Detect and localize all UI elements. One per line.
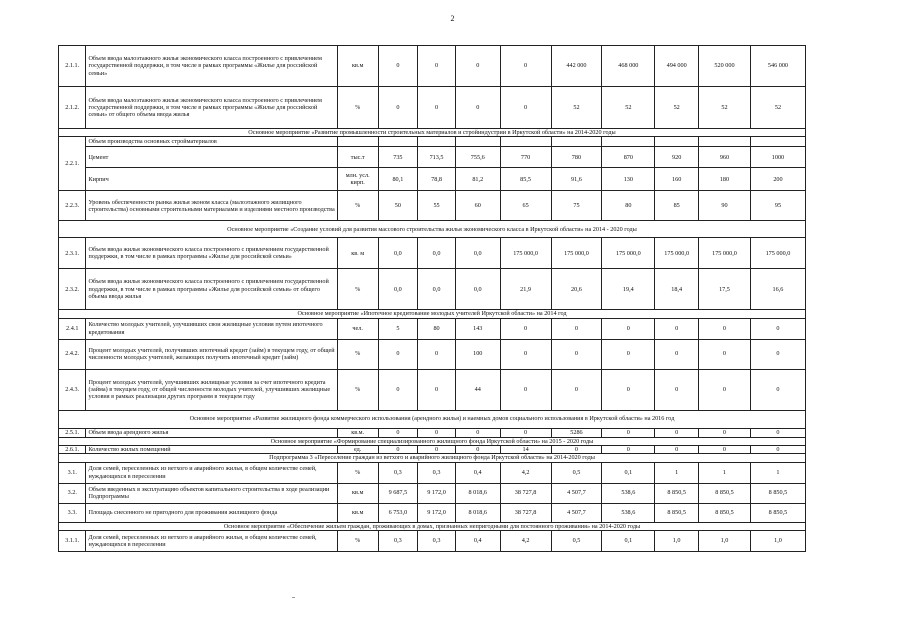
value-cell: 85,5 bbox=[500, 168, 551, 191]
value-cell: 0 bbox=[378, 339, 418, 369]
value-cell: 80,1 bbox=[378, 168, 418, 191]
value-cell: 91,6 bbox=[551, 168, 602, 191]
unit-cell: тыс.т bbox=[337, 147, 378, 168]
unit-cell: чел. bbox=[337, 318, 378, 339]
value-cell: 9 172,0 bbox=[418, 483, 456, 503]
indicator-description: Доля семей, переселенных из ветхого и аварийного жилья, в общем количестве семей, нуждающихся в переселении bbox=[86, 530, 337, 551]
value-cell bbox=[655, 137, 699, 147]
value-cell: 0 bbox=[500, 428, 551, 437]
unit-cell: млн. усл. кирп. bbox=[337, 168, 378, 191]
value-cell: 1,0 bbox=[750, 530, 805, 551]
value-cell: 0 bbox=[378, 445, 418, 453]
value-cell: 0 bbox=[699, 339, 751, 369]
row-code: 2.2.3. bbox=[59, 191, 86, 221]
value-cell bbox=[551, 137, 602, 147]
value-cell: 0 bbox=[378, 428, 418, 437]
indicator-description: Процент молодых учителей, получивших ипотечный кредит (займ) в текущем году, от общей численности молодых учителей, желающих получить ипотечный кредит (займ) bbox=[86, 339, 337, 369]
table-row bbox=[59, 503, 806, 522]
table-row bbox=[59, 462, 806, 483]
value-cell: 180 bbox=[699, 168, 751, 191]
indicator-description: Объем введенных в эксплуатацию объектов капитального строительства в ходе реализации Подпрограммы bbox=[86, 483, 337, 503]
row-code: 2.4.1 bbox=[59, 318, 86, 339]
value-cell: 0 bbox=[655, 369, 699, 410]
indicator-description: Объем ввода жилья экономического класса построенного с привлечением государственной поддержки, в том числе в рамках программы «Жилье для российской семьи» bbox=[86, 238, 337, 269]
value-cell: 52 bbox=[699, 87, 751, 129]
value-cell: 0 bbox=[750, 339, 805, 369]
value-cell: 0,1 bbox=[602, 530, 655, 551]
value-cell: 770 bbox=[500, 147, 551, 168]
unit-cell: кв. м bbox=[337, 238, 378, 269]
unit-cell: кв.м. bbox=[337, 428, 378, 437]
value-cell: 755,6 bbox=[455, 147, 500, 168]
section-title: Основное мероприятие «Создание условий для развития массового строительства жилья экономического класса в Иркутской области» на 2014 - 2020 годы bbox=[59, 221, 806, 238]
value-cell: 81,2 bbox=[455, 168, 500, 191]
section-header-row bbox=[59, 437, 806, 445]
value-cell: 200 bbox=[750, 168, 805, 191]
value-cell: 546 000 bbox=[750, 46, 805, 87]
value-cell: 1 bbox=[655, 462, 699, 483]
value-cell: 175 000,0 bbox=[655, 238, 699, 269]
value-cell: 0 bbox=[699, 369, 751, 410]
value-cell: 143 bbox=[455, 318, 500, 339]
section-title: Основное мероприятие «Формирование специализированного жилищного фонда Иркутской области» на 2015 - 2020 годы bbox=[59, 437, 806, 445]
value-cell: 4,2 bbox=[500, 530, 551, 551]
value-cell: 0 bbox=[455, 428, 500, 437]
value-cell: 520 000 bbox=[699, 46, 751, 87]
value-cell: 0 bbox=[418, 339, 456, 369]
value-cell: 4,2 bbox=[500, 462, 551, 483]
value-cell: 0 bbox=[551, 339, 602, 369]
value-cell: 1 bbox=[699, 462, 751, 483]
row-code: 2.4.2. bbox=[59, 339, 86, 369]
table-row bbox=[59, 428, 806, 437]
value-cell: 20,6 bbox=[551, 269, 602, 310]
value-cell: 713,5 bbox=[418, 147, 456, 168]
unit-cell: % bbox=[337, 191, 378, 221]
value-cell: 0 bbox=[378, 369, 418, 410]
unit-cell: % bbox=[337, 462, 378, 483]
value-cell: 80 bbox=[602, 191, 655, 221]
table-row bbox=[59, 191, 806, 221]
value-cell: 175 000,0 bbox=[699, 238, 751, 269]
value-cell: 18,4 bbox=[655, 269, 699, 310]
value-cell: 0,0 bbox=[378, 238, 418, 269]
value-cell: 0 bbox=[655, 445, 699, 453]
value-cell: 0 bbox=[750, 369, 805, 410]
value-cell: 735 bbox=[378, 147, 418, 168]
value-cell: 8 850,5 bbox=[699, 483, 751, 503]
value-cell: 100 bbox=[455, 339, 500, 369]
unit-cell: % bbox=[337, 369, 378, 410]
value-cell bbox=[602, 137, 655, 147]
value-cell: 0 bbox=[500, 87, 551, 129]
value-cell: 0,5 bbox=[551, 530, 602, 551]
table-row bbox=[59, 530, 806, 551]
value-cell: 14 bbox=[500, 445, 551, 453]
value-cell: 85 bbox=[655, 191, 699, 221]
value-cell: 0,0 bbox=[378, 269, 418, 310]
section-title: Основное мероприятие «Обеспечение жильем граждан, проживающих в домах, признанных непригодными для постоянного проживания» на 2014-2020 годы bbox=[59, 522, 806, 530]
value-cell: 80 bbox=[418, 318, 456, 339]
unit-cell bbox=[337, 137, 378, 147]
table-row bbox=[59, 339, 806, 369]
value-cell: 8 850,5 bbox=[699, 503, 751, 522]
value-cell: 870 bbox=[602, 147, 655, 168]
value-cell bbox=[378, 137, 418, 147]
value-cell: 8 850,5 bbox=[750, 503, 805, 522]
indicator-description: Объем ввода арендного жилья bbox=[86, 428, 337, 437]
value-cell: 0 bbox=[551, 318, 602, 339]
section-header-row bbox=[59, 221, 806, 238]
value-cell: 0 bbox=[551, 445, 602, 453]
table-row bbox=[59, 483, 806, 503]
section-title: Основное мероприятие «Развитие промышленности строительных материалов и стройиндустрии в Иркутской области» на 2014-2020 годы bbox=[59, 129, 806, 137]
value-cell: 9 687,5 bbox=[378, 483, 418, 503]
table-row bbox=[59, 238, 806, 269]
row-code: 3.2. bbox=[59, 483, 86, 503]
value-cell: 50 bbox=[378, 191, 418, 221]
value-cell: 0 bbox=[602, 369, 655, 410]
value-cell: 0,4 bbox=[455, 530, 500, 551]
value-cell: 4 507,7 bbox=[551, 483, 602, 503]
value-cell: 0 bbox=[750, 445, 805, 453]
value-cell: 175 000,0 bbox=[551, 238, 602, 269]
value-cell: 0 bbox=[699, 318, 751, 339]
value-cell: 90 bbox=[699, 191, 751, 221]
value-cell: 0 bbox=[418, 369, 456, 410]
value-cell bbox=[750, 137, 805, 147]
row-code: 3.3. bbox=[59, 503, 86, 522]
value-cell: 8 850,5 bbox=[655, 483, 699, 503]
indicator-description: Объем ввода жилья экономического класса построенного с привлечением государственной поддержки, в том числе в рамках программы «Жилье для российской семьи» от общего объема ввода жилья bbox=[86, 269, 337, 310]
value-cell: 538,6 bbox=[602, 503, 655, 522]
row-code: 3.1.1. bbox=[59, 530, 86, 551]
value-cell: 9 172,0 bbox=[418, 503, 456, 522]
row-code: 2.1.1. bbox=[59, 46, 86, 87]
value-cell: 55 bbox=[418, 191, 456, 221]
value-cell: 8 018,6 bbox=[455, 483, 500, 503]
section-title: Основное мероприятие «Развитие жилищного фонда коммерческого использования (арендного жилья) и наемных домов социального использования в Иркутской области» на 2016 год bbox=[59, 410, 806, 428]
table-row bbox=[59, 147, 806, 168]
table-row bbox=[59, 369, 806, 410]
value-cell: 0 bbox=[655, 318, 699, 339]
value-cell: 0,1 bbox=[602, 462, 655, 483]
unit-cell: % bbox=[337, 530, 378, 551]
value-cell: 538,6 bbox=[602, 483, 655, 503]
value-cell: 0 bbox=[602, 318, 655, 339]
value-cell: 16,6 bbox=[750, 269, 805, 310]
indicator-description: Кирпич bbox=[86, 168, 337, 191]
value-cell: 960 bbox=[699, 147, 751, 168]
value-cell: 52 bbox=[750, 87, 805, 129]
value-cell: 175 000,0 bbox=[500, 238, 551, 269]
value-cell: 175 000,0 bbox=[750, 238, 805, 269]
indicator-description: Площадь снесенного не пригодного для проживания жилищного фонда bbox=[86, 503, 337, 522]
unit-cell: кв.м bbox=[337, 503, 378, 522]
row-code: 2.3.2. bbox=[59, 269, 86, 310]
unit-cell: % bbox=[337, 87, 378, 129]
value-cell: 1,0 bbox=[655, 530, 699, 551]
value-cell: 17,5 bbox=[699, 269, 751, 310]
value-cell: 0,0 bbox=[455, 238, 500, 269]
value-cell: 6 753,0 bbox=[378, 503, 418, 522]
indicator-description: Уровень обеспеченности рынка жилья эконом класса (малоэтажного жилищного строительства) основными строительными материалами и изделиями местного производства bbox=[86, 191, 337, 221]
row-code: 2.2.1. bbox=[59, 137, 86, 191]
row-code: 2.1.2. bbox=[59, 87, 86, 129]
value-cell: 95 bbox=[750, 191, 805, 221]
value-cell: 52 bbox=[551, 87, 602, 129]
value-cell: 8 018,6 bbox=[455, 503, 500, 522]
indicator-description: Доля семей, переселенных из ветхого и аварийного жилья, в общем количестве семей, нуждающихся в переселении bbox=[86, 462, 337, 483]
row-code: 2.3.1. bbox=[59, 238, 86, 269]
section-header-row bbox=[59, 410, 806, 428]
section-header-row bbox=[59, 129, 806, 137]
value-cell: 44 bbox=[455, 369, 500, 410]
value-cell: 160 bbox=[655, 168, 699, 191]
section-title: Основное мероприятие «Ипотечное кредитование молодых учителей Иркутской области» на 2014 год bbox=[59, 310, 806, 318]
value-cell: 0 bbox=[455, 87, 500, 129]
value-cell: 0,0 bbox=[418, 238, 456, 269]
value-cell: 0 bbox=[602, 428, 655, 437]
value-cell bbox=[455, 137, 500, 147]
value-cell: 0 bbox=[418, 428, 456, 437]
section-header-row bbox=[59, 454, 806, 462]
table-row bbox=[59, 87, 806, 129]
value-cell: 0,3 bbox=[378, 530, 418, 551]
section-title: Подпрограмма 3 «Переселение граждан из ветхого и аварийного жилищного фонда Иркутской области» на 2014-2020 годы bbox=[59, 454, 806, 462]
value-cell: 0 bbox=[699, 445, 751, 453]
value-cell: 38 727,8 bbox=[500, 483, 551, 503]
indicator-description: Объем ввода малоэтажного жилья экономического класса построенного с привлечением государственной поддержки, в том числе в рамках программы «Жилье для российской семьи» bbox=[86, 46, 337, 87]
value-cell: 75 bbox=[551, 191, 602, 221]
indicator-description: Количество жилых помещений bbox=[86, 445, 337, 453]
value-cell: 19,4 bbox=[602, 269, 655, 310]
value-cell: 0,0 bbox=[455, 269, 500, 310]
value-cell: 0 bbox=[655, 428, 699, 437]
value-cell bbox=[500, 137, 551, 147]
unit-cell: ед. bbox=[337, 445, 378, 453]
indicators-table bbox=[58, 45, 806, 552]
indicator-description: Объем производства основных стройматериалов bbox=[86, 137, 337, 147]
table-row bbox=[59, 269, 806, 310]
table-row bbox=[59, 445, 806, 453]
value-cell: 8 850,5 bbox=[655, 503, 699, 522]
value-cell bbox=[699, 137, 751, 147]
value-cell bbox=[418, 137, 456, 147]
unit-cell: кв.м bbox=[337, 483, 378, 503]
value-cell: 0 bbox=[500, 46, 551, 87]
value-cell: 0 bbox=[455, 46, 500, 87]
table-row bbox=[59, 168, 806, 191]
value-cell: 0 bbox=[699, 428, 751, 437]
row-code: 3.1. bbox=[59, 462, 86, 483]
value-cell: 5286 bbox=[551, 428, 602, 437]
value-cell: 0,3 bbox=[378, 462, 418, 483]
value-cell: 0 bbox=[418, 445, 456, 453]
value-cell: 65 bbox=[500, 191, 551, 221]
value-cell: 1,0 bbox=[699, 530, 751, 551]
value-cell: 0 bbox=[551, 369, 602, 410]
value-cell: 0 bbox=[500, 369, 551, 410]
value-cell: 494 000 bbox=[655, 46, 699, 87]
value-cell: 0 bbox=[500, 339, 551, 369]
value-cell: 52 bbox=[602, 87, 655, 129]
value-cell: 5 bbox=[378, 318, 418, 339]
value-cell: 21,9 bbox=[500, 269, 551, 310]
value-cell: 0,5 bbox=[551, 462, 602, 483]
value-cell: 0,0 bbox=[418, 269, 456, 310]
value-cell: 0 bbox=[750, 428, 805, 437]
value-cell: 4 507,7 bbox=[551, 503, 602, 522]
value-cell: 1000 bbox=[750, 147, 805, 168]
value-cell: 0 bbox=[750, 318, 805, 339]
value-cell: 38 727,8 bbox=[500, 503, 551, 522]
value-cell: 0 bbox=[455, 445, 500, 453]
value-cell: 0 bbox=[418, 87, 456, 129]
scan-artifact-dot bbox=[292, 597, 295, 598]
value-cell: 0 bbox=[418, 46, 456, 87]
value-cell: 0 bbox=[602, 445, 655, 453]
value-cell: 0 bbox=[602, 339, 655, 369]
unit-cell: % bbox=[337, 269, 378, 310]
value-cell: 0 bbox=[500, 318, 551, 339]
indicator-description: Количество молодых учителей, улучшивших свои жилищные условия путем ипотечного кредитования bbox=[86, 318, 337, 339]
unit-cell: % bbox=[337, 339, 378, 369]
unit-cell: кв.м bbox=[337, 46, 378, 87]
page-number: 2 bbox=[450, 14, 455, 23]
value-cell: 0 bbox=[378, 87, 418, 129]
value-cell: 0 bbox=[378, 46, 418, 87]
value-cell: 0 bbox=[655, 339, 699, 369]
value-cell: 442 000 bbox=[551, 46, 602, 87]
value-cell: 780 bbox=[551, 147, 602, 168]
table-row bbox=[59, 46, 806, 87]
value-cell: 78,8 bbox=[418, 168, 456, 191]
row-code: 2.6.1. bbox=[59, 445, 86, 453]
section-header-row bbox=[59, 522, 806, 530]
indicator-description: Цемент bbox=[86, 147, 337, 168]
value-cell: 8 850,5 bbox=[750, 483, 805, 503]
value-cell: 175 000,0 bbox=[602, 238, 655, 269]
row-code: 2.5.1. bbox=[59, 428, 86, 437]
value-cell: 0,4 bbox=[455, 462, 500, 483]
value-cell: 1 bbox=[750, 462, 805, 483]
value-cell: 60 bbox=[455, 191, 500, 221]
value-cell: 52 bbox=[655, 87, 699, 129]
value-cell: 0,3 bbox=[418, 462, 456, 483]
table-row bbox=[59, 137, 806, 147]
section-header-row bbox=[59, 310, 806, 318]
value-cell: 920 bbox=[655, 147, 699, 168]
indicator-description: Объем ввода малоэтажного жилья экономического класса построенного с привлечением государственной поддержки, в том числе в рамках программы «Жилье для российской семьи» от общего объема ввода жилья bbox=[86, 87, 337, 129]
table-row bbox=[59, 318, 806, 339]
indicator-description: Процент молодых учителей, улучшивших жилищные условия за счет ипотечного кредита (займа) в текущем году, от общей численности молодых учителей, улучшивших жилищные условия в рамках реализации других программ в текущем году bbox=[86, 369, 337, 410]
value-cell: 468 000 bbox=[602, 46, 655, 87]
value-cell: 0,3 bbox=[418, 530, 456, 551]
row-code: 2.4.3. bbox=[59, 369, 86, 410]
value-cell: 130 bbox=[602, 168, 655, 191]
